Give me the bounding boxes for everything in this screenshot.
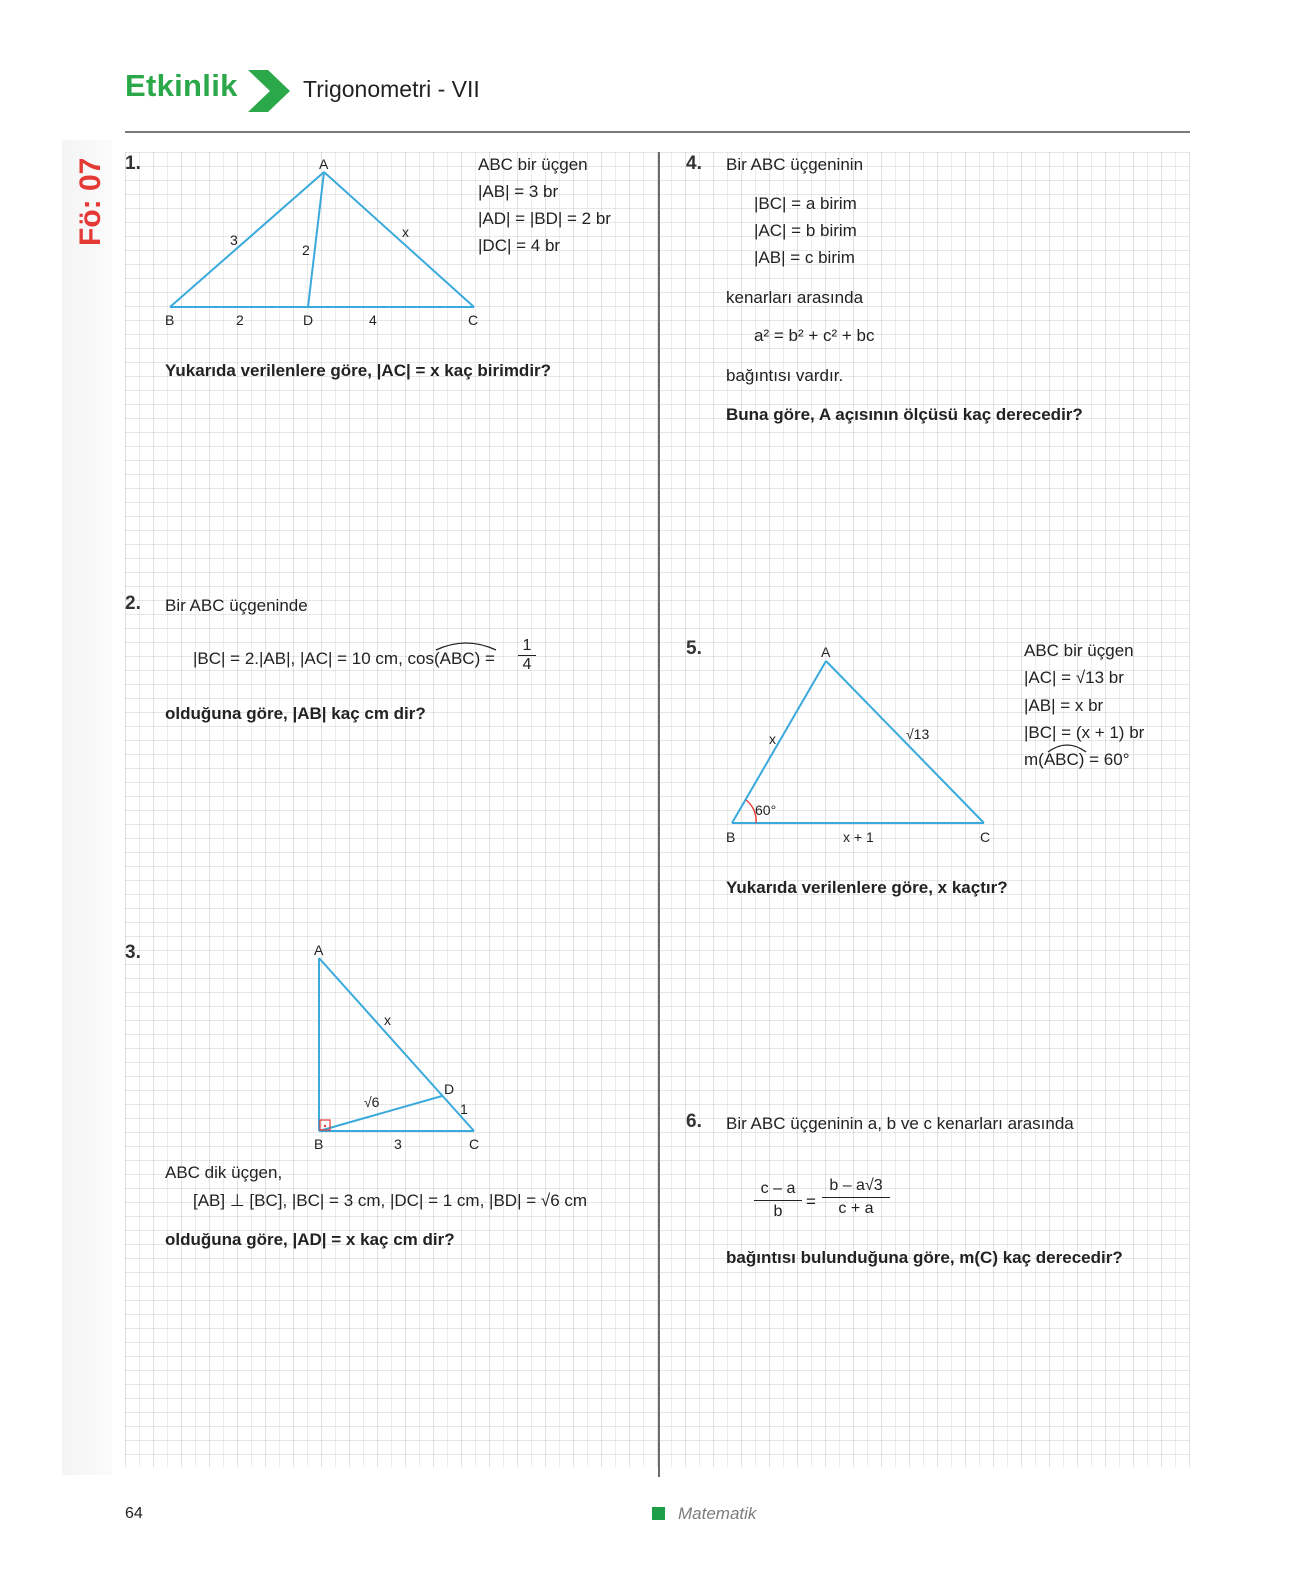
- q1-given-4: |DC| = 4 br: [478, 236, 561, 255]
- q5-given-2: |AC| = √13 br: [1024, 668, 1124, 687]
- side-tab-label: [58, 146, 118, 266]
- q3-vertex-b: B: [314, 1136, 324, 1152]
- q3-vertex-a: A: [314, 942, 324, 958]
- q5-given-5: m(ABC) = 60°: [1024, 750, 1130, 769]
- q1-side-dc: 4: [369, 312, 377, 328]
- q1-vertex-b: B: [165, 312, 175, 328]
- q6-rhs-fraction: [822, 1177, 890, 1218]
- q5-angle-hat: [0, 0, 1, 1]
- q5-given-3: |AB| = x br: [1024, 696, 1104, 715]
- q5-vertex-c: C: [980, 829, 991, 845]
- q6-equals: =: [806, 1192, 816, 1211]
- column-divider: [658, 152, 660, 1477]
- q4-between: kenarları arasında: [726, 288, 864, 307]
- q1-vertex-c: C: [468, 312, 479, 328]
- q5-vertex-a: A: [821, 644, 831, 660]
- q2-question: olduğuna göre, |AB| kaç cm dir?: [165, 704, 426, 723]
- q1-vertex-d: D: [303, 312, 314, 328]
- question-5-number: 5.: [686, 638, 702, 659]
- q5-angle-label: 60°: [755, 802, 777, 818]
- side-strip: [62, 140, 112, 1475]
- svg-text:Fö: 07: Fö: 07: [74, 157, 107, 246]
- q2-frac-numerator: 1: [522, 637, 532, 654]
- q6-intro: Bir ABC üçgeninin a, b ve c kenarları arasında: [726, 1114, 1074, 1133]
- page-number: 64: [125, 1505, 143, 1522]
- q6-lhs-numerator: c – a: [760, 1180, 796, 1197]
- q4-side-ab: |AB| = c birim: [754, 248, 855, 267]
- header-divider: [125, 131, 1190, 133]
- q6-rhs-bar: [822, 1197, 890, 1198]
- q1-question: Yukarıda verilenlere göre, |AC| = x kaç birimdir?: [165, 361, 552, 380]
- q4-side-bc: |BC| = a birim: [754, 194, 857, 213]
- q1-side-ab: 3: [230, 232, 238, 248]
- q5-side-bc: x + 1: [843, 829, 874, 845]
- q1-side-ac: x: [402, 224, 409, 240]
- q3-side-bd: √6: [364, 1094, 380, 1110]
- q6-lhs-denominator: b: [773, 1203, 783, 1220]
- q4-question: Buna göre, A açısının ölçüsü kaç derecedir?: [726, 405, 1083, 424]
- q1-side-ad: 2: [302, 242, 310, 258]
- chevron-right-icon: [246, 68, 292, 114]
- q3-question: olduğuna göre, |AD| = x kaç cm dir?: [165, 1230, 455, 1249]
- q6-lhs-bar: [754, 1200, 802, 1201]
- q2-frac-denominator: 4: [522, 656, 532, 673]
- q4-after: bağıntısı vardır.: [726, 366, 844, 385]
- q6-question: bağıntısı bulunduğuna göre, m(C) kaç derecedir?: [726, 1248, 1123, 1267]
- q3-vertex-c: C: [469, 1136, 480, 1152]
- q5-given-1: ABC bir üçgen: [1024, 641, 1134, 660]
- q6-lhs-fraction: [754, 1180, 802, 1221]
- footer-subject: Matematik: [678, 1504, 757, 1523]
- q5-vertex-b: B: [726, 829, 736, 845]
- q5-given-4: |BC| = (x + 1) br: [1024, 723, 1145, 742]
- q2-intro: Bir ABC üçgeninde: [165, 596, 308, 615]
- q3-side-ad: x: [384, 1012, 391, 1028]
- q3-vertex-d: D: [444, 1081, 455, 1097]
- footer-square-icon: [652, 1507, 665, 1520]
- q5-side-ac: √13: [906, 726, 930, 742]
- activity-title: Etkinlik: [125, 68, 238, 103]
- q1-side-bd: 2: [236, 312, 244, 328]
- question-4-number: 4.: [686, 153, 702, 174]
- q2-givens: |BC| = 2.|AB|, |AC| = 10 cm, cos(ABC) =: [193, 649, 495, 668]
- q1-given-1: ABC bir üçgen: [478, 155, 588, 174]
- q6-rhs-numerator: b – a√3: [829, 1177, 883, 1194]
- q4-relation: a² = b² + c² + bc: [754, 326, 875, 345]
- q3-side-bc: 3: [394, 1136, 402, 1152]
- question-6-number: 6.: [686, 1111, 702, 1132]
- question-2-number: 2.: [125, 593, 141, 614]
- question-3-number: 3.: [125, 942, 141, 963]
- q4-side-ac: |AC| = b birim: [754, 221, 857, 240]
- activity-subtitle: Trigonometri - VII: [303, 76, 480, 102]
- q6-rhs-denominator: c + a: [838, 1200, 874, 1217]
- q1-given-2: |AB| = 3 br: [478, 182, 559, 201]
- q1-given-3: |AD| = |BD| = 2 br: [478, 209, 611, 228]
- question-1-number: 1.: [125, 153, 141, 174]
- q3-line-1: ABC dik üçgen,: [165, 1163, 283, 1182]
- q3-side-dc: 1: [460, 1101, 468, 1117]
- q5-side-ab: x: [769, 731, 776, 747]
- q4-intro: Bir ABC üçgeninin: [726, 155, 864, 174]
- q2-fraction: [518, 637, 536, 674]
- q5-question: Yukarıda verilenlere göre, x kaçtır?: [726, 878, 1008, 897]
- q3-line-2: [AB] ⊥ [BC], |BC| = 3 cm, |DC| = 1 cm, |BD| = √6 cm: [193, 1191, 588, 1210]
- q1-vertex-a: A: [319, 156, 329, 172]
